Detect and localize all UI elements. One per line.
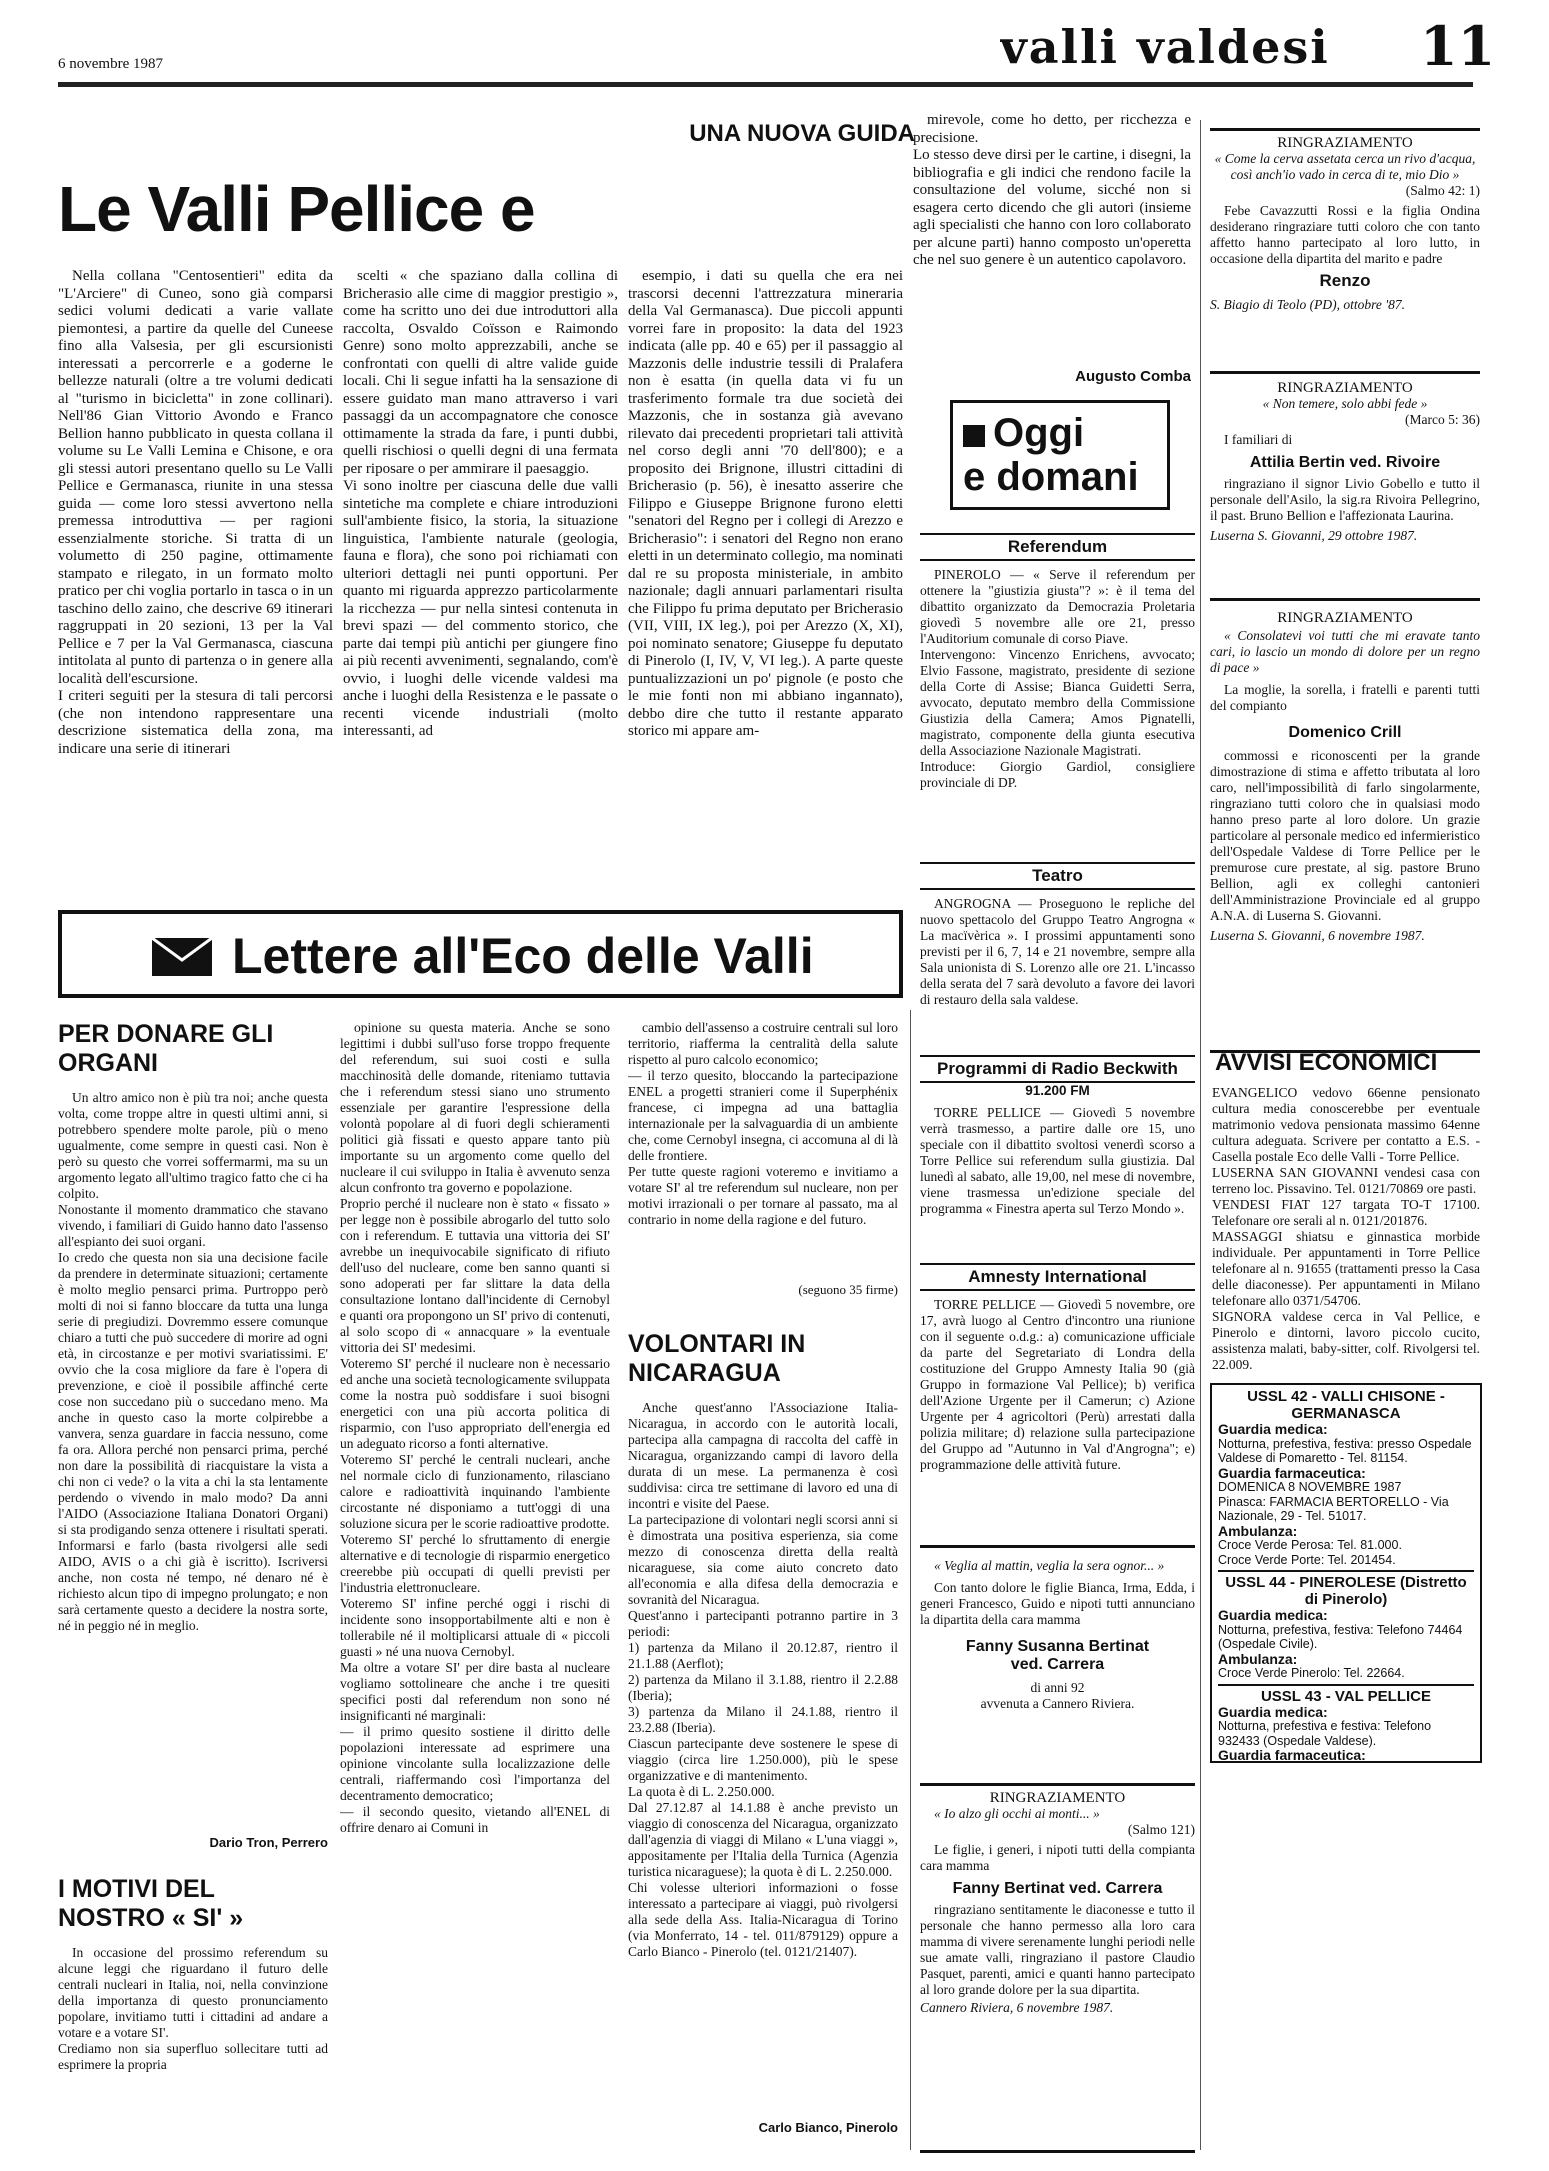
column-rule	[910, 1010, 911, 2150]
oggi-title-1: Oggi	[993, 411, 1085, 455]
notice-body: Con tanto dolore le figlie Bianca, Irma, Edda, i generi Francesco, Guido e nipoti tutti annunciano la dipartita della cara mamma	[920, 1580, 1195, 1627]
notice-body: ringraziano sentitamente le diaconesse e tutto il personale che hanno permesso alla loro cara mamma di vivere serenamente lunghi periodi nelle sue amate valli, ringraziano il pastore Claudio Pasquet, parenti, amici e quanti hanno partecipato al loro grande dolore per la sua dipartita.	[920, 1902, 1195, 1997]
notice-place: avvenuta a Cannero Riviera.	[980, 1696, 1135, 1711]
oggi-radio	[920, 1055, 1195, 1255]
section-body: TORRE PELLICE — Giovedì 5 novembre verrà trasmesso, a partire dalle ore 15, uno speciale con il dibattito svoltosi venerdì scorso a Torre Pellice sui referendum sulla giustizia. Dal lunedì al sabato, alle 19,00, nel mese di novembre, viene trasmessa un'edizione speciale del programma « Finestra aperta sul Terzo Mondo ».	[920, 1105, 1195, 1216]
guida-kicker: UNA NUOVA GUIDA	[689, 120, 915, 147]
notice-intro: I familiari di	[1224, 432, 1293, 447]
avvisi-item: EVANGELICO vedovo 66enne pensionato cultura media conoscerebbe per eventuale matrimonio vedova pensionata massimo 64enne cultura adeguata. Scrivere per contatto a E.S. - Casella postale Eco delle Valli - Torre Pellice.	[1212, 1085, 1480, 1164]
section-head: Referendum	[920, 533, 1195, 561]
guida-author: Augusto Comba	[1075, 368, 1191, 385]
ussl-label: Guardia medica:	[1218, 1703, 1328, 1720]
avvisi-item: LUSERNA SAN GIOVANNI vendesi casa con terreno loc. Pissavino. Tel. 0121/70869 ore pasti.	[1212, 1165, 1480, 1196]
notice-fanny-annuncio	[920, 1545, 1195, 1786]
organi-body: Un altro amico non è più tra noi; anche questa volta, come troppe altre in questi ultimi anni, si potrebbero spendere molte parole, più o meno ugualmente, come sempre in questi casi. Non è però su questo che vorrei soffermarmi, ma su un argomento legato all'ultimo tragico fatto che ci ha colpito. Nonostante il momento drammatico che stavano vivendo, i familiari di Guido hanno dato l'assenso all'espianto dei suoi organi. Io credo che questa non sia una decisione facile da prendere in determinate situazioni; certamente è molto meglio pensarci prima. Purtroppo però molti di noi si fanno bloccare da tutta una lunga serie di pregiudizi. Dovremmo essere comunque chiaro a tutti che può succedere di morire ad ogni età, in circostanze e per motivi svariatissimi. E' ovvio che la cosa migliore da fare è l'opera di prevenzione, e cioè il possibile affinché certe cose non succedano più o succedano meno. Ma anche in questo caso la morte colpirebbe a vanvera, senza guardare in faccia nessuno, come fa ora. Allora perché non pensarci prima, perché non dare la possibilità di riacquistare la vista a chi non ci vede? o la vita a chi la sta lentamente perdendo o vivendo in malo modo? Da anni l'AIDO (Associazione Italiana Donatori Organi) si sta prodigando senza ottenere i risultati sperati. Informarsi e farlo (basta rivolgersi alle sedi AIDO, AVIS o a chi già è iscritto). Iscriversi anche, non costa né tempo, né denaro né è richiesto alcun tipo di impegno prolungato; e non sarà certamente questo a decidere la nostra sorte, né in peggio né in meglio.	[58, 1090, 328, 1633]
square-icon	[963, 425, 985, 447]
oggi-referendum	[920, 533, 1195, 853]
motivi-col3: cambio dell'assenso a costruire centrali sul loro territorio, riafferma la centralità della salute rispetto al puro calcolo economico; — il terzo quesito, bloccando la partecipazione ENEL a progetti stranieri come il Superphénix francese, ci impegna ad una battaglia internazionale per la salvaguardia di un ambiente che, come Cernobyl insegna, ci accomuna al di là delle frontiere. Per tutte queste ragioni voteremo e invitiamo a votare SI' al tre referendum sul nucleare, non per motivi irrazionali o per tornare al passato, ma al contrario in nome della ragione e del futuro.	[628, 1020, 898, 1227]
avvisi-list	[1212, 1085, 1480, 1375]
section-subhead: 91.200 FM	[1025, 1083, 1090, 1098]
guida-col3: esempio, i dati su quella che era nei trascorsi decenni l'attrezzatura mineraria della Val Germanasca). Due piccoli appunti vorrei fare in proposito: la data del 1923 indicata (alle pp. 40 e 65) per il passaggio al Mazzonis delle industrie tessili di Pralafera non è esatta (in quella data vi fu un trasferimento formale tra due società dei Mazzonis, che in sostanza già avevano rilevato dai precedenti proprietari tali attività nel corso degli anni '70 dell'800); e a proposito dei Brignone, illustri cittadini di Bricherasio (p. 56), è inesatto asserire che Filippo e Giuseppe Brignone furono eletti "senatori del Regno per i collegi di Arezzo e Bricherasio": i senatori del Regno non erano eletti in un determinato collegio, ma nominati dal re su proposta ministeriale, in ambito nazionale; dagli annuari parlamentari risulta che Filippo fu prima deputato per Bricherasio (VII, VIII, IX leg.), poi per Arezzo (X, XI), poi nominato senatore; Giuseppe fu deputato di Pinerolo (I, IV, V, VI leg.). A parte queste puntualizzazioni un po' pignole (e posto che le mie fonti non mi abbiano ingannato), debbo dire che tutto il restante apparato storico mi appare am-	[628, 268, 903, 739]
notice-age: di anni 92	[1030, 1680, 1085, 1695]
ussl-title: USSL 43 - VAL PELLICE	[1260, 1687, 1432, 1705]
guida-col2: scelti « che spaziano dalla collina di Bricherasio alle cime di maggior prestigio », come ha scritto uno dei due introduttori alla raccolta, Osvaldo Coïsson e Raimondo Genre) sono molto apprezzabili, anche se confrontati con quelli di altre valide guide locali. Chi li segue infatti ha la sensazione di essere guidato man mano attraverso i vari passaggi da un accompagnatore che conosce ottimamente la strada da fare, i punti dubbi, quelli rischiosi o quelli degni di una fermata per riposare o per ammirare il paesaggio. Vi sono inoltre per ciascuna delle due valli sintetiche ma complete e chiare introduzioni sull'ambiente fisico, la storia, la situazione linguistica, l'ambiente naturale (geologia, fauna e flora), che sono poi richiamati con ulteriori dettagli nei punti opportuni. Per quanto mi riguarda apprezzo particolarmente la ricchezza — pur nella sintesi contenuta in brevi spazi — del commento storico, che parte dai tempi più antichi per giungere fino ai più recenti avvenimenti, segnalando, com'è ovvio, i luoghi delle vicende valdesi ma anche i luoghi della Resistenza e le passate o recenti vicende industriali (molto interessanti, ad	[343, 268, 618, 739]
ussl-title: USSL 42 - VALLI CHISONE - GERMANASCA	[1247, 1388, 1445, 1422]
guida-col4: mirevole, come ho detto, per ricchezza e precisione. Lo stesso deve dirsi per le cartine, i disegni, la bibliografia e gli indici che rendono facile la consultazione del volume, sicché non si esagera certo dicendo che gli autori (insieme agli specialisti che hanno con loro collaborato per alcune parti) hanno composto un'operetta che nel suo genere è un autentico capolavoro.	[913, 112, 1191, 268]
notice-verse: « Non temere, solo abbi fede »	[1262, 396, 1428, 411]
masthead-date: 6 novembre 1987	[58, 56, 163, 72]
notice-name-2: ved. Carrera	[1010, 1656, 1105, 1673]
ussl-text: Notturna, prefestiva, festiva: Telefono 74464 (Ospedale Civile).	[1218, 1622, 1463, 1651]
notice-verse: « Come la cerva assetata cerca un rivo d'acqua, così anch'io vado in cerca di te, mio Dio »	[1214, 151, 1476, 182]
notice-attilia	[1210, 380, 1480, 601]
nicaragua-title: VOLONTARI IN NICARAGUA	[628, 1330, 806, 1387]
avvisi-title: AVVISI ECONOMICI	[1215, 1049, 1438, 1076]
section-body: PINEROLO — « Serve il referendum per ottenere la "giustizia giusta"? »: è il tema del dibattito organizzato da Democrazia Proletaria giovedì 5 novembre alle ore 21, presso l'Auditorium comunale di corso Piave. Intervengono: Vincenzo Enrichens, avvocato; Elvio Fassone, magistrato, presidente di sezione della Corte di Assise; Bianca Guidetti Serra, avvocato, deputato membro della Commissione Giustizia della Camera; Amos Pignatelli, magistrato, componente della giunta esecutiva della Associazione Nazionale Magistrati. Introduce: Giorgio Gardiol, consigliere provinciale di DP.	[920, 567, 1195, 790]
ussl-label: Guardia medica:	[1218, 1421, 1328, 1437]
guida-col1: Nella collana "Centosentieri" edita da "L'Arciere" di Cuneo, sono già comparsi sedici volumi dedicati a varie vallate piemontesi, a partire da quelle del Cuneese fino alla Valsesia, per gli escursionisti interessati a percorrerle e a goderne le bellezze naturali (oltre a tre volumi dedicati al "turismo in bicicletta" in zone collinari). Nell'86 Gian Vittorio Avondo e Franco Bellion hanno pubblicato in questa collana il volume su Le Valli Lemina e Chisone, e ora gli stessi autori presentano quello su Le Valli Pellice e Germanasca, riunite in una stessa guida — come loro stessi avvertono nella premessa introduttiva — per ragioni essenzialmente storiche. Si tratta di un volumetto di 250 pagine, ottimamente stampato e rilegato, in un formato molto pratico per chi voglia portarlo in tasca o in un taschino dello zaino, che descrive 69 itinerari raggruppati in 20 sezioni, 13 per la Val Pellice e 7 per la Val Germanasca, ciascuna intitolata al punto di partenza o in genere alla località dell'escursione. I criteri seguiti per la stesura di tali percorsi (che non intendono rappresentare una descrizione sistematica della zona, ma indicare una serie di itinerari	[58, 268, 333, 757]
oggi-box	[950, 400, 1170, 510]
page-number: 11	[1420, 14, 1496, 78]
notice-body: ringraziano il signor Livio Gobello e tutto il personale dell'Asilo, la sig.ra Rivoira Pellegrino, il past. Bruno Bellion e l'affezionata Laurina.	[1210, 476, 1480, 523]
notice-head: RINGRAZIAMENTO	[989, 1790, 1126, 1806]
ussl-label: Ambulanza:	[1218, 1650, 1298, 1667]
lettere-title: Lettere all'Eco delle Valli	[232, 928, 814, 984]
ussl-text: Croce Verde Pinerolo: Tel. 22664.	[1218, 1666, 1405, 1680]
notice-ref: (Salmo 121)	[1127, 1822, 1195, 1837]
ussl-text	[1218, 1763, 1474, 1764]
notice-ref: (Marco 5: 36)	[1405, 412, 1480, 427]
notice-body: Febe Cavazzutti Rossi e la figlia Ondina desiderano ringraziare tutti coloro che con tanto affetto hanno partecipato al loro lutto, in occasione della dipartita del marito e padre	[1210, 203, 1480, 266]
guida-title: Le Valli Pellice e	[58, 173, 535, 245]
envelope-icon	[152, 938, 212, 976]
ussl-text: Notturna, prefestiva e festiva: Telefono 932433 (Ospedale Valdese).	[1218, 1719, 1432, 1748]
ussl-label: Guardia farmaceutica:	[1218, 1747, 1366, 1763]
notice-intro: La moglie, la sorella, i fratelli e parenti tutti del compianto	[1210, 682, 1480, 713]
ussl-label: Guardia medica:	[1218, 1607, 1328, 1623]
ussl-title: USSL 44 - PINEROLESE (Distretto di Pinerolo)	[1225, 1574, 1467, 1608]
organi-title: PER DONARE GLI ORGANI	[58, 1020, 274, 1077]
ussl-43	[1218, 1684, 1474, 1764]
ussl-label: Ambulanza:	[1218, 1522, 1298, 1539]
motivi-signatures: (seguono 35 firme)	[798, 1282, 898, 1297]
avvisi-item: MASSAGGI shiatsu e ginnastica morbide individuale. Per appuntamenti in Torre Pellice telefonare al n. 91655 (trattamenti presso la Casa delle diaconesse). Per appuntamenti in Milano telefonare allo 0371/54706.	[1212, 1229, 1480, 1308]
notice-name-1: Fanny Susanna Bertinat	[965, 1638, 1150, 1655]
section-body: TORRE PELLICE — Giovedì 5 novembre, ore 17, avrà luogo al Centro d'incontro una riunione con il seguente o.d.g.: a) comunicazione ufficiale da parte del Segretariato di Londra della costituzione del Gruppo Amnesty Italia 90 (già Gruppo in formazione Val Pellice); b) verifica dell'Azione Urgente per il Camerun; c) Azione Urgente per 4 agricoltori (Perù) arrestati dalla polizia militare; d) relazione sulla partecipazione del Gruppo ad "Autunno in Val d'Angrogna"; e) programmazione delle attività future.	[920, 1297, 1195, 1472]
section-head: Programmi di Radio Beckwith	[920, 1055, 1195, 1083]
avvisi-item: SIGNORA valdese cerca in Val Pellice, e Pinerolo e dintorni, lavoro piccolo cucito, assistenza malati, baby-sitter, colf. Rivolgersi tel. 22.009.	[1212, 1309, 1480, 1372]
ussl-text: DOMENICA 8 NOVEMBRE 1987 Pinasca: FARMACIA BERTORELLO - Via Nazionale, 29 - Tel. 51017.	[1218, 1480, 1449, 1523]
motivi-col2: opinione su questa materia. Anche se sono legittimi i dubbi sull'uso forse troppo frequente del referendum, sui suoi costi e sulla macchinosità delle domande, riteniamo tuttavia che i referendum stessi siano uno strumento essenziale per garantire l'espressione della volontà popolare al di fuori degli schieramenti politici già fissati e questo appare tanto più importante su un argomento come quello del nucleare il cui sviluppo in Italia è avvenuto senza alcun confronto tra governo e popolazione. Proprio perché il nucleare non è stato « fissato » per legge non è possibile abrogarlo del tutto solo con i referendum. E tuttavia una vittoria dei SI' avrebbe un inequivocabile significato di rifiuto dell'uso del nucleare, come ben sanno quanti si sono adoperati per far slittare la data della consultazione lontano dall'incidente di Cernobyl e quanti ora propongono un SI' privo di contenuti, al solo scopo di « annacquare » la eventuale vittoria dei SI' medesimi. Voteremo SI' perché il nucleare non è necessario ed anche una società tecnologicamente sviluppata come la nostra può soddisfare i suoi bisogni energetici con una più accorta politica di risparmio, con l'uso appropriato dell'energia ed un adeguato ricorso a fonti alternative. Voteremo SI' perché le centrali nucleari, anche nel normale ciclo di funzionamento, rilasciano calore e radioattività inquinando l'ambiente circostante né disponiamo a tutt'oggi di una soluzione sicura per le scorie radioattive prodotte. Voteremo SI' perché lo sfruttamento di energie alternative e di tecnologie di risparmio energetico creerebbe più occupati di quelli previsti per l'industria elettronucleare. Voteremo SI' infine perché oggi i rischi di incidente sono insopportabilmente alti e non è tollerabile né il moltiplicarsi attuale di « piccoli guasti » né una nuova Cernobyl. Ma oltre a votare SI' per dire basta al nucleare vogliamo sottolineare che anche i tre quesiti specifici posti dal referendum non sono né insignificanti né marginali: — il primo quesito sostiene il diritto delle popolazioni interessate ad esprimere una opinione vincolante sulla localizzazione delle centrali, riaffermando così l'importanza del decentramento democratico; — il secondo quesito, vietando all'ENEL di offrire denaro ai Comuni in	[340, 1020, 610, 1835]
notice-head: RINGRAZIAMENTO	[1277, 135, 1413, 151]
section-head: Teatro	[920, 862, 1195, 890]
ussl-label: Guardia farmaceutica:	[1218, 1464, 1366, 1481]
ussl-text: Notturna, prefestiva, festiva: presso Ospedale Valdese di Pomaretto - Tel. 81154.	[1218, 1436, 1472, 1465]
masthead-rule	[58, 82, 1473, 87]
oggi-amnesty	[920, 1263, 1195, 1533]
notice-place: Luserna S. Giovanni, 29 ottobre 1987.	[1210, 528, 1418, 543]
notice-body: commossi e riconoscenti per la grande dimostrazione di stima e affetto tributata al loro caro, nell'impossibilità di farlo singolarmente, ringraziano tutti coloro che in qualsiasi modo hanno preso parte al loro dolore. Un grazie particolare al personale medico ed infermieristico dell'Ospedale Valdese di Torre Pellice per le premurose cure prestate, al sig. pastore Bruno Bellion, agli ex colleghi cantonieri dell'Amministrazione Provinciale ed al gruppo A.N.A. di Luserna S. Giovanni.	[1210, 748, 1480, 923]
notice-place: S. Biagio di Teolo (PD), ottobre '87.	[1210, 297, 1406, 312]
notice-name: Domenico Crill	[1288, 724, 1402, 741]
notice-ref: (Salmo 42: 1)	[1405, 183, 1480, 198]
motivi-col1: In occasione del prossimo referendum su alcune leggi che riguardano il futuro delle centrali nucleari in Italia, noi, nella convinzione della importanza di questo pronunciamento popolare, invitiamo tutti i cittadini ad andare a votare e a votare SI'. Crediamo non sia superfluo sollecitare tutti ad esprimere la propria	[58, 1945, 328, 2072]
notice-head: RINGRAZIAMENTO	[1277, 380, 1413, 396]
lettere-banner	[58, 910, 903, 998]
avvisi-item: VENDESI FIAT 127 targata TO-T 17100. Telefonare ore serali al n. 0121/201876.	[1212, 1197, 1480, 1228]
notice-fanny-ringraziamento	[920, 1790, 1195, 2153]
notice-place: Cannero Riviera, 6 novembre 1987.	[920, 2000, 1114, 2015]
motivi-title: I MOTIVI DEL NOSTRO « SI' »	[58, 1875, 244, 1932]
notice-intro: Le figlie, i generi, i nipoti tutti della compianta cara mamma	[920, 1842, 1195, 1873]
notice-head: RINGRAZIAMENTO	[1277, 610, 1413, 626]
notice-verse: « Consolatevi voi tutti che mi eravate tanto cari, io lascio un mondo di dolore per un regno di pace »	[1210, 628, 1480, 675]
notice-renzo	[1210, 128, 1480, 374]
notice-name: Fanny Bertinat ved. Carrera	[952, 1880, 1163, 1897]
notice-place: Luserna S. Giovanni, 6 novembre 1987.	[1210, 928, 1425, 943]
ussl-42	[1218, 1388, 1474, 1567]
section-body: ANGROGNA — Proseguono le repliche del nuovo spettacolo del Gruppo Teatro Angrogna « La macïvèrica ». I prossimi appuntamenti sono previsti per il 6, 7, 14 e 21 novembre, sempre alla Sala unionista di S. Lorenzo alle ore 21. L'incasso della serata del 7 sarà devoluto a favore dei lavori di restauro della sala valdese.	[920, 896, 1195, 1007]
ussl-text: Croce Verde Perosa: Tel. 81.000. Croce Verde Porte: Tel. 201454.	[1218, 1538, 1402, 1567]
column-rule	[1200, 120, 1201, 2150]
notice-verse: « Io alzo gli occhi ai monti... »	[934, 1806, 1100, 1821]
notice-name: Attilia Bertin ved. Rivoire	[1249, 454, 1441, 471]
ussl-44	[1218, 1570, 1474, 1681]
nicaragua-body: Anche quest'anno l'Associazione Italia-Nicaragua, in accordo con le autorità locali, partecipa alla campagna di raccolta del caffè in Nicaragua, organizzando campi di lavoro della durata di un mese. La permanenza è così suddivisa: circa tre settimane di lavoro ed una di incontri e visite del Paese. La partecipazione di volontari negli scorsi anni si è dimostrata una positiva esperienza, sia come mezzo di conoscenza diretta della realtà nicaraguese, sia come aiuto concreto dato all'economia e alla difesa della democrazia e sovranità del Nicaragua. Quest'anno i partecipanti potranno partire in 3 periodi: 1) partenza da Milano il 20.12.87, rientro il 21.1.88 (Aerflot); 2) partenza da Milano il 3.1.88, rientro il 2.2.88 (Iberia); 3) partenza da Milano il 24.1.88, rientro il 23.2.88 (Iberia). Ciascun partecipante deve sostenere le spese di viaggio (circa lire 1.250.000), più le spese organizzative e di mantenimento. La quota è di L. 2.250.000. Dal 27.12.87 al 14.1.88 è anche previsto un viaggio di conoscenza del Nicaragua, organizzato dall'agenzia di viaggi di Milano « L'una viaggi », appositamente per l'Italia della Turnica (Agenzia turistica nicaraguese); la quota è di L. 2.250.000. Chi volesse ulteriori informazioni o fosse interessato a partecipare ai viaggi, può rivolgersi alla sede della Ass. Italia-Nicaragua di Torino (via Monferrato, 14 - tel. 011/879129) oppure a Carlo Bianco - Pinerolo (tel. 0121/21407).	[628, 1400, 898, 1959]
notice-crill	[1210, 610, 1480, 1053]
oggi-title-2: e domani	[963, 455, 1139, 499]
organi-author: Dario Tron, Perrero	[209, 1835, 328, 1850]
nicaragua-author: Carlo Bianco, Pinerolo	[758, 2120, 898, 2135]
masthead-title: valli valdesi	[1000, 20, 1330, 74]
notice-verse: « Veglia al mattin, veglia la sera ognor... »	[934, 1558, 1165, 1573]
section-head: Amnesty International	[920, 1263, 1195, 1291]
notice-name: Renzo	[1319, 271, 1371, 290]
oggi-teatro	[920, 862, 1195, 1042]
ussl-box	[1210, 1383, 1482, 1763]
